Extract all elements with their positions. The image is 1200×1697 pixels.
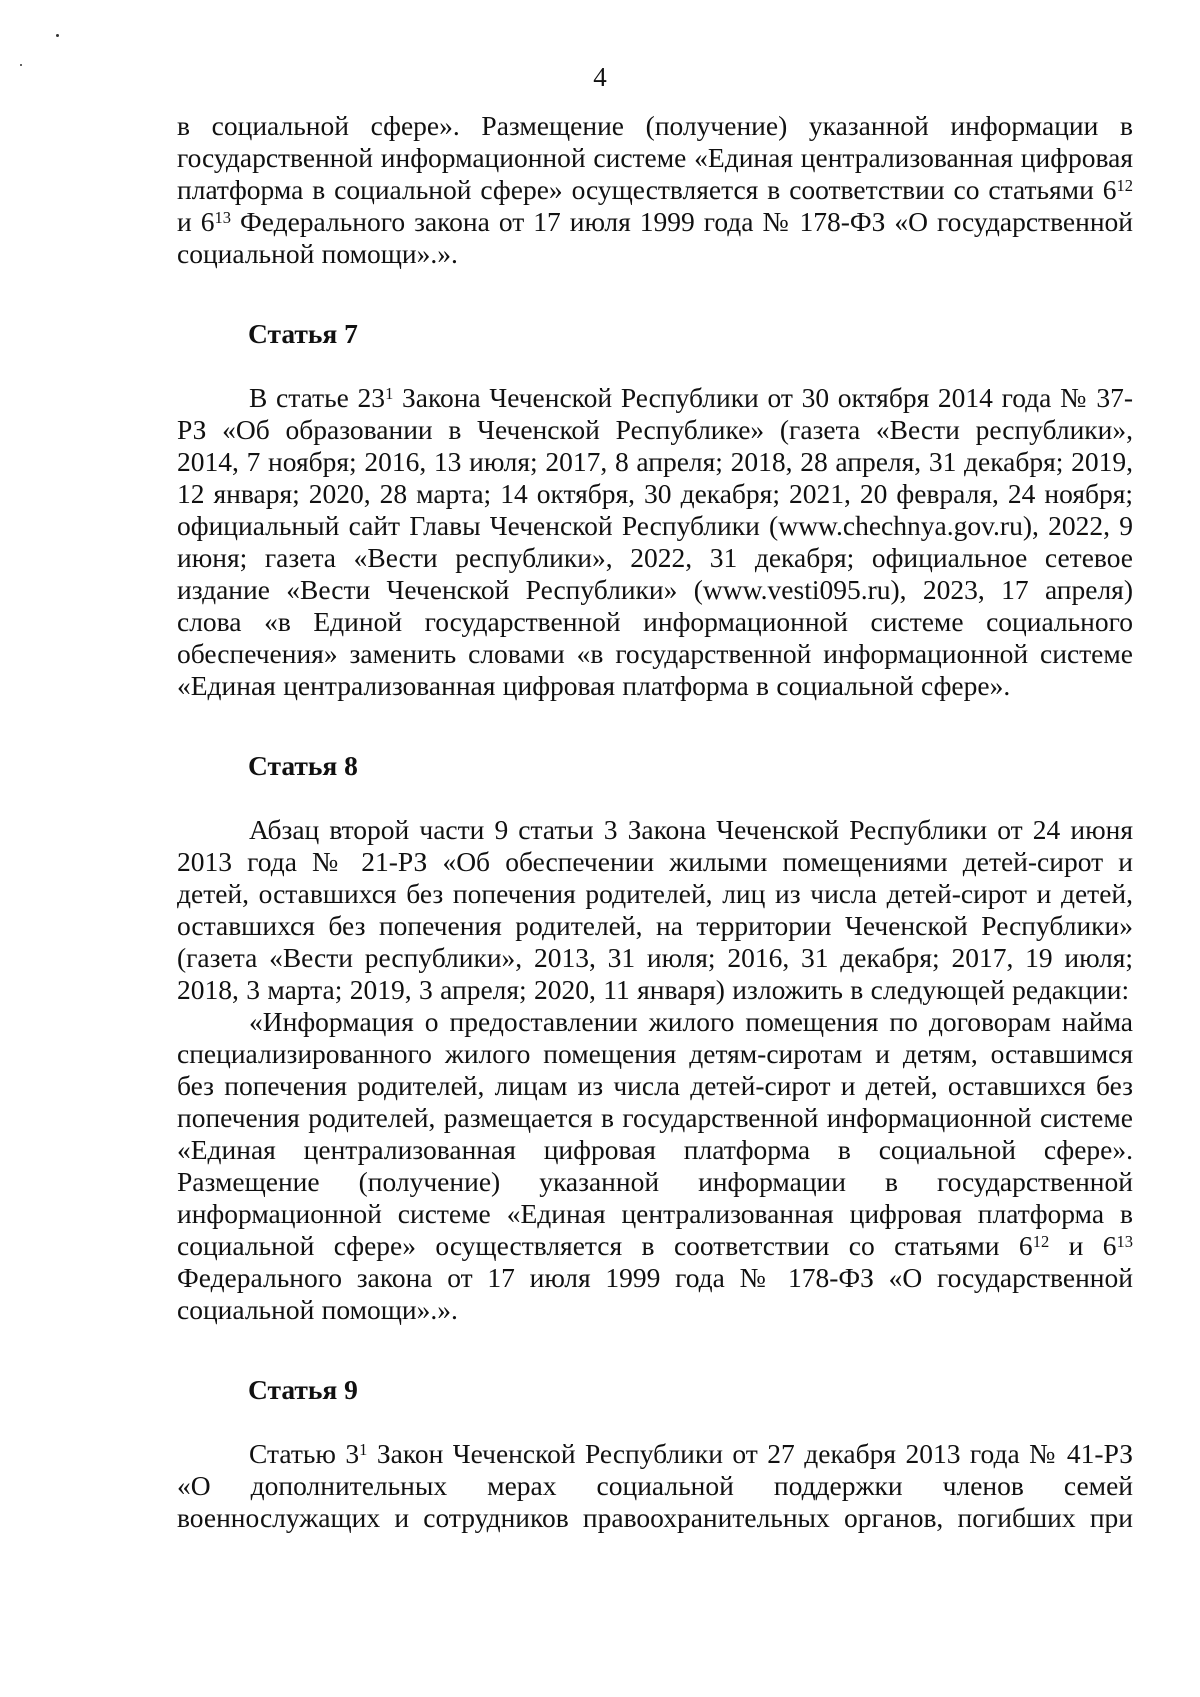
text-run: и 6 bbox=[1049, 1230, 1117, 1261]
superscript: 13 bbox=[1116, 1231, 1133, 1251]
text-run: Закона Чеченской Республики от 30 октября 2014 года № 37-РЗ «Об образовании в Чеченской Республике» (газета «Вести республики», 2014, 7 ноября; 2016, 13 июля; 2017, 8 апреля; 2018, 28 апреля, 31 декабря; 2019, 12 января; 2020, 28 марта; 14 октября, 30 декабря; 2021, 20 февраля, 24 ноября; официальный сайт Главы Чеченской Республики (www.chechnya.gov.ru), 2022, 9 июня; газета «Вести республики», 2022, 31 декабря; официальное сетевое издание «Вести Чеченской Республики» (www.vesti095.ru), 2023, 17 апреля) слова «в Единой государственной информационной системе социального обеспечения» заменить словами «в государственной информационной системе «Единая централизованная цифровая платформа в социальной сфере». bbox=[177, 382, 1133, 701]
article-8-paragraph-2 bbox=[177, 1006, 1133, 1326]
text-run: в социальной сфере». Размещение (получение) указанной информации в государственной информационной системе «Единая централизованная цифровая платформа в социальной сфере» осуществляется в соответствии со статьями 6 bbox=[177, 110, 1133, 205]
article-9-heading: Статья 9 bbox=[248, 1374, 358, 1405]
scan-speck bbox=[56, 34, 59, 37]
text-run: Федерального закона от 17 июля 1999 года № 178-ФЗ «О государственной социальной помощи».». bbox=[177, 206, 1133, 269]
article-8-heading: Статья 8 bbox=[248, 750, 358, 781]
page-number: 4 bbox=[593, 62, 607, 92]
superscript: 1 bbox=[385, 383, 394, 403]
text-run: Статью 3 bbox=[249, 1438, 360, 1469]
article-9-paragraph bbox=[177, 1438, 1133, 1534]
superscript: 1 bbox=[359, 1439, 368, 1459]
article-8-paragraph-1: Абзац второй части 9 статьи 3 Закона Чеченской Республики от 24 июня 2013 года № 21-РЗ «Об обеспечении жилыми помещениями детей-сирот и детей, оставшихся без попечения родителей, лиц из числа детей-сирот и детей, оставшихся без попечения родителей, на территории Чеченской Республики» (газета «Вести республики», 2013, 31 июля; 2016, 31 декабря; 2017, 19 июля; 2018, 3 марта; 2019, 3 апреля; 2020, 11 января) изложить в следующей редакции: bbox=[177, 814, 1133, 1005]
article-7-heading: Статья 7 bbox=[248, 318, 358, 349]
paragraph-continuation bbox=[177, 110, 1133, 270]
superscript: 13 bbox=[214, 207, 231, 227]
text-run: «Информация о предоставлении жилого помещения по договорам найма специализированного жилого помещения детям-сиротам и детям, оставшимся без попечения родителей, лицам из числа детей-сирот и детей, оставшихся без попечения родителей, размещается в государственной информационной системе «Единая централизованная цифровая платформа в социальной сфере». Размещение (получение) указанной информации в государственной информационной системе «Единая централизованная цифровая платформа в социальной сфере» осуществляется в соответствии со статьями 6 bbox=[177, 1006, 1133, 1261]
text-run: В статье 23 bbox=[249, 382, 386, 413]
document-body bbox=[177, 110, 1133, 1534]
article-7-paragraph bbox=[177, 382, 1133, 702]
text-run: Закон Чеченской Республики от 27 декабря 2013 года № 41-РЗ «О дополнительных мерах социальной поддержки членов семей военнослужащих и сотрудников правоохранительных органов, погибших при bbox=[177, 1438, 1133, 1533]
superscript: 12 bbox=[1032, 1231, 1050, 1251]
superscript: 12 bbox=[1116, 175, 1133, 195]
text-run: и 6 bbox=[177, 206, 215, 237]
text-run: Федерального закона от 17 июля 1999 года № 178-ФЗ «О государственной социальной помощи».». bbox=[177, 1262, 1133, 1325]
